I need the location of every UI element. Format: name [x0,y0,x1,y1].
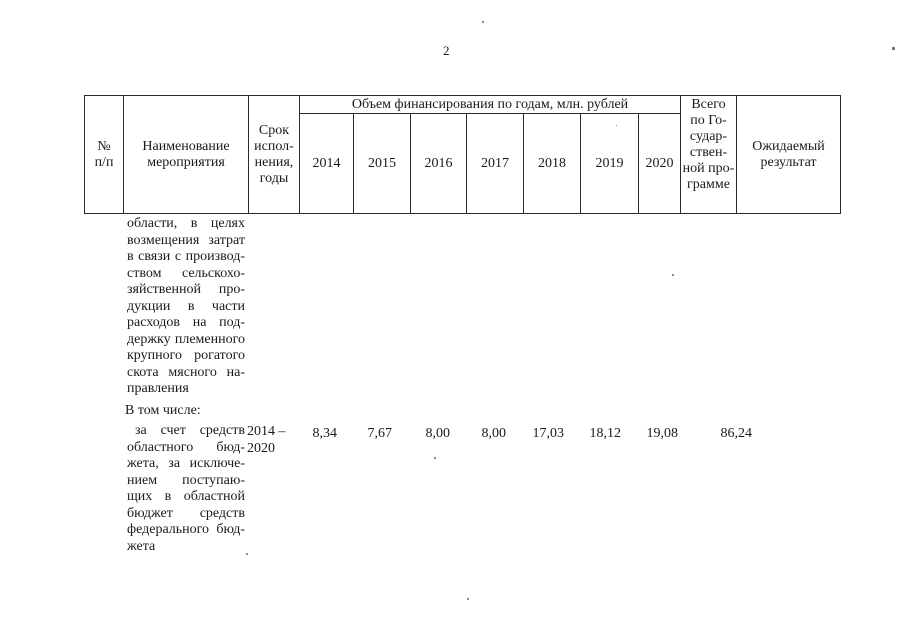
value-2019: 18,12 [589,426,621,441]
header-number [85,96,124,214]
value-total: 86,24 [720,426,752,441]
header-name-text: Наименование мероприятия [142,138,230,170]
financing-table-header [84,95,841,214]
sub-item-line: нием поступаю- [127,472,245,488]
value-2016: 8,00 [425,426,450,441]
sub-item-line: областного бюд- [127,439,245,455]
value-2020: 19,08 [646,426,678,441]
header-name [124,96,249,214]
description-line: дукции в части [127,298,245,314]
description-line: в связи с производ- [127,249,245,264]
page-number: 2 [443,43,450,58]
sub-item-line: жета, за исключе- [127,456,245,471]
description-line: возмещения затрат [127,232,245,248]
scan-speck [246,553,248,555]
sub-item-description [127,423,245,555]
description-line: держку племенного [127,331,245,347]
description-line: скота мясного на- [127,364,245,380]
sub-item-term-line: 2020 [247,441,275,456]
value-2014: 8,34 [312,426,337,441]
value-2015: 7,67 [367,426,392,441]
header-number-text: № п/п [94,138,114,170]
header-total [681,96,737,214]
including-label: В том числе: [125,403,201,418]
header-year-2018: 2018 [524,114,581,214]
description-line: ством сельскохо- [127,265,245,281]
header-year-2015: 2015 [354,114,411,214]
header-year-2016: 2016 [411,114,467,214]
description-line: зяйственной про- [127,282,245,297]
measure-description [127,216,245,398]
header-year-2014: 2014 [300,114,354,214]
description-line: области, в целях [127,216,245,231]
header-year-2017: 2017 [467,114,524,214]
sub-item-line: федерального бюд- [127,522,245,537]
scan-speck [616,125,617,126]
scan-speck [434,457,436,459]
header-result-text: Ожидаемый результат [752,138,825,170]
sub-item-term-line: 2014 – [247,424,286,439]
scan-speck [892,47,895,50]
value-2018: 17,03 [532,426,564,441]
header-year-2020: 2020 [639,114,681,214]
header-financing-group: Объем финансирования по годам, млн. рублей [300,96,681,114]
header-term-text: Срок испол-нения, годы [254,122,294,186]
description-line: правления [127,381,189,396]
sub-item-line: жета [127,538,156,554]
scan-speck [482,21,484,23]
header-year-2019: 2019 [581,114,639,214]
sub-item-line: щих в областной [127,489,245,504]
value-2017: 8,00 [481,426,506,441]
header-term [249,96,300,214]
sub-item-line: за счет средств [135,423,245,438]
sub-item-term [247,423,286,457]
header-result [737,96,841,214]
description-line: крупного рогатого [127,348,245,363]
description-line: расходов на под- [127,315,245,330]
scan-speck [467,598,469,600]
scan-speck [672,274,674,276]
sub-item-line: бюджет средств [127,505,245,521]
header-total-text: Всего по Го-судар-ствен-ной про-грамме [682,97,735,192]
